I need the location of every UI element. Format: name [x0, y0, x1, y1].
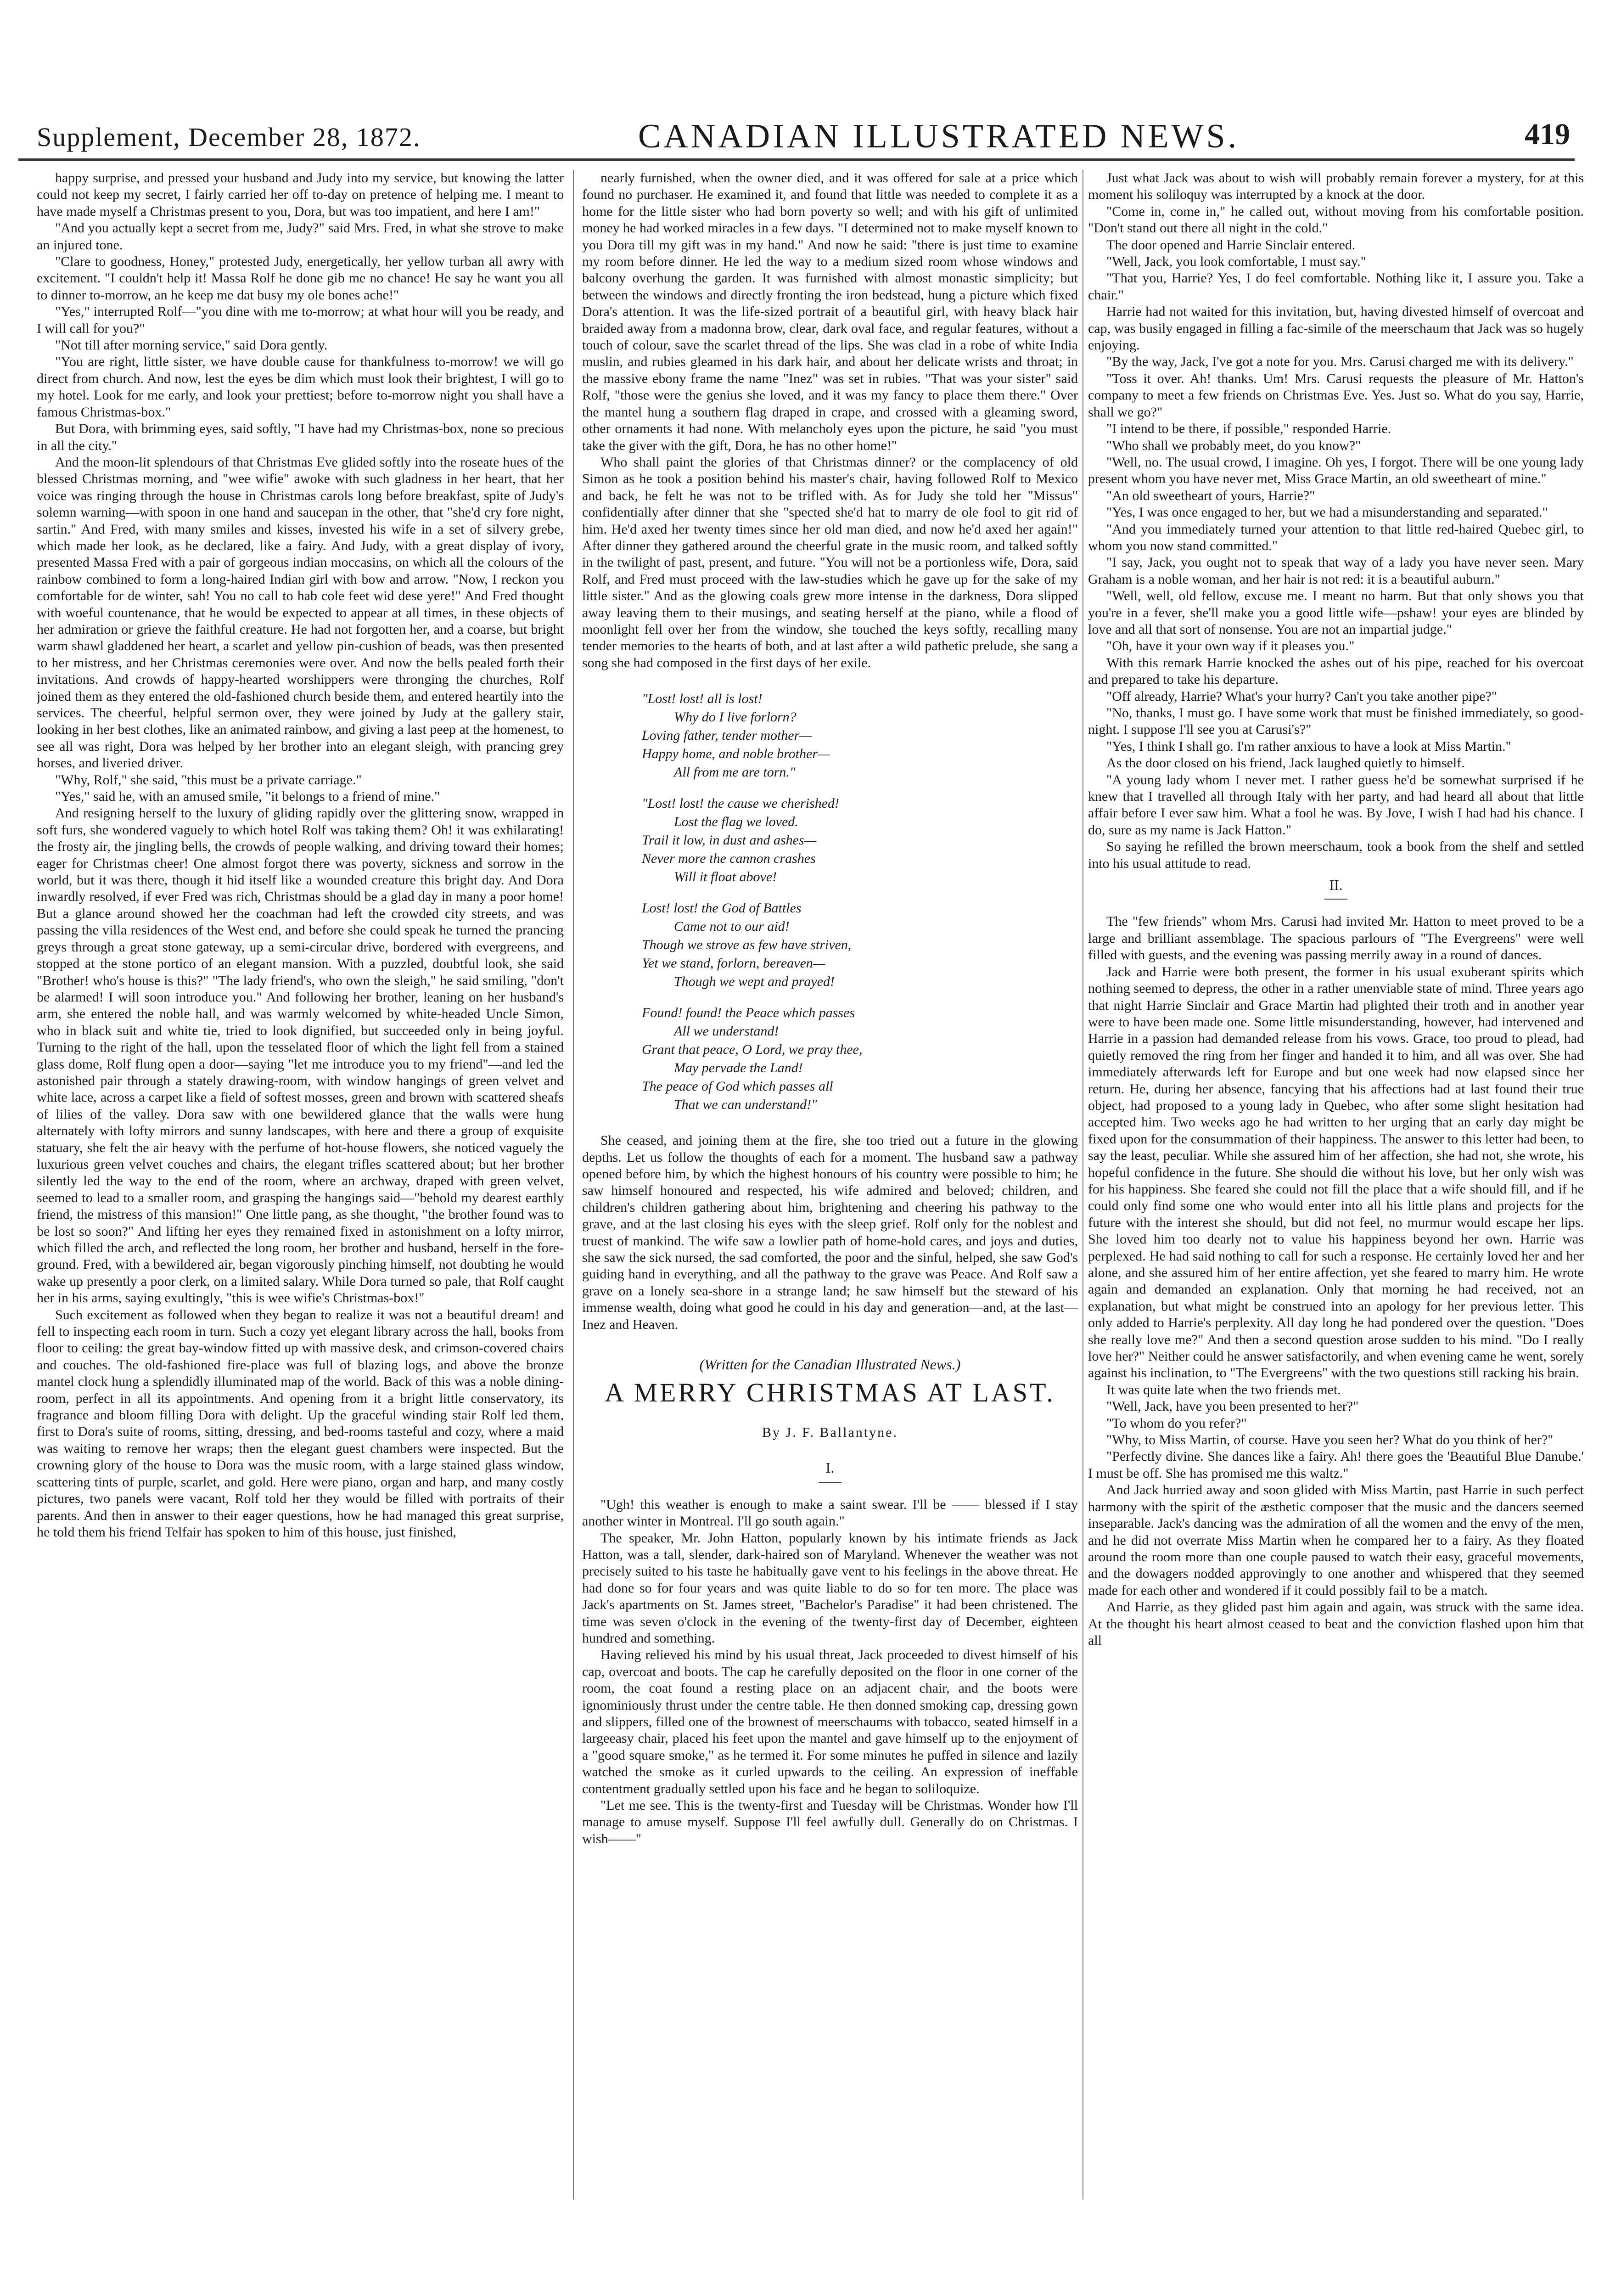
paragraph: "Toss it over. Ah! thanks. Um! Mrs. Carusi requests the pleasure of Mr. Hatton's company to meet a few friends on Christmas Eve. Yes. Just so. What do you say, Harrie, shall we go?"	[1088, 371, 1584, 420]
poem-line: Never more the cannon crashes	[642, 851, 816, 867]
paragraph: Just what Jack was about to wish will probably remain forever a mystery, for at this moment his soliloquy was interrupted by a knock at the door.	[1088, 170, 1584, 203]
paragraph: "Clare to goodness, Honey," protested Judy, energetically, her yellow turban all awry with excitement. "I couldn't help it! Massa Rolf he done gib me no chance! He say he want you all to dinner to-morrow, an he keep me dat busy my ole bones ache!"	[37, 254, 564, 303]
poem-line: "Lost! lost! all is lost!	[642, 691, 763, 707]
poem-line: All from me are torn."	[674, 765, 796, 780]
paragraph: "You are right, little sister, we have double cause for thankfulness to-morrow! we will go direct from church. And now, lest the eyes be dim which must look their brightest, I will go to my hotel. Look for me early, and look your prettiest; before to-morrow night you shall have a famous Christmas-box."	[37, 354, 564, 420]
column-2	[582, 170, 1078, 2200]
header-date: Supplement, December 28, 1872.	[37, 122, 421, 152]
paragraph: "Why, Rolf," she said, "this must be a private carriage."	[55, 772, 362, 788]
paragraph: So saying he refilled the brown meerschaum, took a book from the shelf and settled into his usual attitude to read.	[1088, 839, 1584, 871]
poem-line: Trail it low, in dust and ashes—	[642, 833, 817, 848]
section-heading: II.	[1329, 877, 1343, 894]
paragraph: As the door closed on his friend, Jack laughed quietly to himself.	[1106, 755, 1465, 771]
page-header	[37, 117, 1570, 158]
poem-line: Found! found! the Peace which passes	[642, 1005, 855, 1021]
paragraph: "And you actually kept a secret from me, Judy?" said Mrs. Fred, in what she strove to make an injured tone.	[37, 220, 564, 253]
paragraph: Such excitement as followed when they began to realize it was not a beautiful dream! and fell to inspecting each room in turn. Such a cozy yet elegant library across the hall, books from floor to ceiling: the great bay-window fitted up with massive desk, and crimson-covered chairs and couches. The old-fashioned fire-place was full of blazing logs, and above the bronze mantel clock hung a splendidly illuminated map of the world. Back of this was a noble dining-room, perfect in all its appointments. And opening from it a bright little conservatory, its fragrance and bloom filling Dora with delight. Up the graceful winding stair Rolf led them, first to Dora's suite of rooms, sitting, dressing, and bed-rooms tasteful and cozy, where a maid was waiting to remove her wraps; then the elegant guest chambers were inspected. But the crowning glory of the house to Dora was the music room, with a large stained glass window, scattering tints of purple, scarlet, and gold. Here were piano, organ and harp, and many costly pictures, two panels were vacant, Rolf told her they would be filled with portraits of their parents. And then in answer to their eager questions, how he had managed this great surprise, he told them his friend Telfair has spoken to him of this house, just finished,	[37, 1307, 564, 1540]
paragraph: "Yes," said he, with an amused smile, "it belongs to a friend of mine."	[55, 789, 440, 805]
paragraph: It was quite late when the two friends met.	[1106, 1382, 1341, 1397]
paragraph: And Jack hurried away and soon glided with Miss Martin, past Harrie in such perfect harmony with the spirit of the æsthetic composer that the music and the dancers seemed inseparable. Jack's dancing was the admiration of all the women and the envy of the men, and he did not overrate Miss Martin when he compared her to a fairy. As they floated around the room more than one couple paused to watch their easy, graceful movements, and the dowagers nodded approvingly to one another and whispered that they seemed made for each other and wondered if it could possibly fail to be a match.	[1088, 1482, 1584, 1598]
poem-line: Will it float above!	[674, 869, 777, 885]
header-rule	[18, 158, 1575, 161]
paragraph: "I say, Jack, you ought not to speak that way of a lady you have never seen. Mary Graham is a noble woman, and her hair is not red: it is a beautiful auburn."	[1088, 555, 1584, 587]
paragraph: "An old sweetheart of yours, Harrie?"	[1106, 488, 1315, 503]
paragraph: "By the way, Jack, I've got a note for you. Mrs. Carusi charged me with its delivery."	[1106, 354, 1574, 370]
paragraph: Who shall paint the glories of that Christmas dinner? or the complacency of old Simon as he took a position behind his master's chair, having followed Rolf to Mexico and back, he felt he was not to be trifled with. As for Judy she told her "Missus" confidentially after dinner that she "spected she'd hat to marry de ole fool to git rid of him. He'd axed her twenty times since her old man died, and now he'd axed her again!" After dinner they gathered around the cheerful grate in the music room, and talked softly in the twilight of past, present, and future. "You will not be a portionless wife, Dora, said Rolf, and Fred must proceed with the law-studies which he gave up for the sake of my little sister." And as the glowing coals grew more intense in the darkness, Dora slipped away leaving them to their musings, and seating herself at the piano, while a flood of moonlight fell over her from the window, she touched the keys softly, recalling many tender memories to the hearts of both, and at last after a wild pathetic prelude, she sang a song she had composed in the first days of her exile.	[582, 454, 1078, 670]
paragraph: With this remark Harrie knocked the ashes out of his pipe, reached for his overcoat and prepared to take his departure.	[1088, 655, 1584, 687]
poem-line: Lost! lost! the God of Battles	[642, 900, 802, 916]
poem-line: Loving father, tender mother—	[642, 728, 812, 743]
paragraph: "That you, Harrie? Yes, I do feel comfortable. Nothing like it, I assure you. Take a chair."	[1088, 270, 1584, 303]
poem-stanza	[642, 690, 1078, 782]
paragraph: "I intend to be there, if possible," responded Harrie.	[1106, 421, 1391, 437]
paragraph: But Dora, with brimming eyes, said softly, "I have had my Christmas-box, none so precious in all the city."	[37, 421, 564, 453]
poem-stanza	[642, 794, 1078, 886]
paragraph: "Who shall we probably meet, do you know?"	[1106, 438, 1361, 453]
paragraph: "No, thanks, I must go. I have some work that must be finished immediately, so good-night. I suppose I'll see you at Carusi's?"	[1088, 705, 1584, 737]
paragraph: "Well, no. The usual crowd, I imagine. Oh yes, I forgot. There will be one young lady present whom you have never met, Miss Grace Martin, an old sweetheart of mine."	[1088, 454, 1584, 487]
poem-line: The peace of God which passes all	[642, 1079, 833, 1094]
poem-line: "Lost! lost! the cause we cherished!	[642, 796, 840, 811]
masthead-title: CANADIAN ILLUSTRATED NEWS.	[638, 118, 1240, 155]
paragraph: "Yes," interrupted Rolf—"you dine with me to-morrow; at what hour will you be ready, and I will call for you?"	[37, 304, 564, 336]
paragraph: "Yes, I think I shall go. I'm rather anxious to have a look at Miss Martin."	[1106, 738, 1511, 754]
poem-line: Why do I live forlorn?	[674, 709, 797, 725]
story-source-note: (Written for the Canadian Illustrated News.)	[699, 1356, 961, 1373]
paragraph: "Why, to Miss Martin, of course. Have you seen her? What do you think of her?"	[1106, 1432, 1554, 1448]
story-title: A MERRY CHRISTMAS AT LAST.	[605, 1378, 1055, 1408]
section-heading: I.	[825, 1459, 835, 1476]
paragraph: The door opened and Harrie Sinclair entered.	[1106, 237, 1356, 253]
poem-line: Yet we stand, forlorn, bereaven—	[642, 956, 825, 971]
poem-line: Though we strove as few have striven,	[642, 937, 852, 953]
paragraph: "Let me see. This is the twenty-first and Tuesday will be Christmas. Wonder how I'll manage to amuse myself. Suppose I'll feel awfully dull. Generally do on Christmas. I wish——"	[582, 1798, 1078, 1846]
poem-line: Grant that peace, O Lord, we pray thee,	[642, 1042, 863, 1058]
page-number: 419	[1525, 118, 1570, 151]
paragraph: "A young lady whom I never met. I rather guess he'd be somewhat surprised if he knew that I travelled all through Italy with her party, and had heard all about that little affair before I ever saw him. What a fool he was. By Jove, I wish I had had his chance. I do, sure as my name is Jack Hatton."	[1088, 772, 1584, 838]
paragraph: "Ugh! this weather is enough to make a saint swear. I'll be —— blessed if I stay another winter in Montreal. I'll go south again."	[582, 1497, 1078, 1529]
poem-line: Lost the flag we loved.	[674, 814, 798, 830]
column-1	[37, 170, 564, 2200]
poem-stanza	[642, 1004, 1078, 1114]
paragraph: "Not till after morning service," said Dora gently.	[55, 338, 328, 353]
paragraph: "Yes, I was once engaged to her, but we had a misunderstanding and separated."	[1106, 505, 1548, 520]
paragraph: Harrie had not waited for this invitation, but, having divested himself of overcoat and cap, was busily engaged in filling a fac-simile of the meerschaum that Jack was so hugely enjoying.	[1088, 304, 1584, 353]
paragraph: And Harrie, as they glided past him again and again, was struck with the same idea. At the thought his heart almost ceased to beat and the conviction flashed upon him that all	[1088, 1599, 1584, 1648]
column-3	[1088, 170, 1584, 2200]
paragraph: happy surprise, and pressed your husband and Judy into my service, but knowing the latter could not keep my secret, I fairly carried her off to-day on pretence of helping me. I meant to have made myself a Christmas present to you, Dora, but was too impatient, and here I am!"	[37, 170, 564, 219]
paragraph: And resigning herself to the luxury of gliding rapidly over the glittering snow, wrapped in soft furs, she wondered vaguely to which hotel Rolf was taking them? Oh! it was exhilarating! the frosty air, the jingling bells, the crowds of people walking, and driving toward their homes; eager for Christmas cheer! One almost forgot there was poverty, sickness and sorrow in the world, but it was there, though it hid itself like a wounded creature this bright day. And Dora inwardly resolved, if ever Fred was rich, Christmas should be a glad day in many a poor home! But a glance around showed her the coachman had left the crowded city streets, and was passing the villa residences of the West end, and before she could speak he turned the prancing greys through a great stone gateway, up a semi-circular drive, bordered with evergreens, and stopped at the stone portico of an elegant mansion. With a puzzled, doubtful look, she said "Brother! who's house is this?" "The lady friend's, who own the sleigh," he said smiling, "don't be alarmed! I will soon introduce you." And following her brother, leaning on her husband's arm, she entered the noble hall, and was warmly welcomed by white-headed Uncle Simon, who in black suit and white tie, tried to look dignified, but succeeded only in being joyful. Turning to the right of the hall, upon the tesselated floor of which the light fell from a stained glass dome, Rolf flung open a door—saying "let me introduce you to my friend"—and led the astonished pair through a stately drawing-room, with window hangings of green velvet and white lace, across a carpet like a field of softest mosses, green and brown with scattered sheafs of lilies of the valley. Dora saw with one bewildered glance that the walls were hung alternately with lofty mirrors and sunny landscapes, with here and there a group of exquisite statuary, she felt the air heavy with the perfume of hot-house flowers, she noticed vaguely the luxurious green velvet couches and chairs, the elegant trifles scattered about; but her brother silently led the way to the end of the room, where an archway, draped with green velvet, seemed to lead to a smaller room, and grasping the hangings said—"behold my dearest earthly friend, the mistress of this mansion!" One little pang, as she thought, "the brother found was to be lost so soon?" And lifting her eyes they remained fixed in astonishment on a lofty mirror, which filled the arch, and reflected the long room, her brother and husband, herself in the fore-ground. Fred, with a bewildered air, began vigorously pinching himself, not doubting he would wake up presently a poor clerk, on a limited salary. While Dora turned so pale, that Rolf caught her in his arms, saying exultingly, "this is wee wifie's Christmas-box!"	[37, 805, 564, 1306]
paragraph: "Well, Jack, have you been presented to her?"	[1106, 1399, 1359, 1414]
paragraph: nearly furnished, when the owner died, and it was offered for sale at a price which found no purchaser. He examined it, and found that little was needed to complete it as a home for the little sister who had born poverty so well; and with his gift of unlimited money he had worked miracles in a few days. "I determined not to make myself known to you Dora till my gift was in my hand." And now he said: "there is just time to examine my room before dinner. He led the way to a medium sized room whose windows and balcony overhung the garden. It was furnished with almost monastic simplicity; but between the windows and directly fronting the iron bedstead, hung a picture which fixed Dora's attention. It was the life-sized portrait of a beautiful girl, with heavy black hair braided away from a madonna brow, clear, dark oval face, and regular features, without a touch of colour, save the scarlet thread of the lips. She was clad in a robe of white India muslin, and rubies gleamed in his dark hair, and about her delicate wrists and throat; in the massive ebony frame the name "Inez" was set in rubies. "That was your sister" said Rolf, "those were the genius she loved, and it was my fancy to place them there." Over the mantel hung a southern flag draped in crape, and crossed with a gleaming sword, other ornaments it had none. With melancholy eyes upon the picture, he said "you must take the giver with the gift, Dora, he has no other home!"	[582, 170, 1078, 453]
paragraph: "Oh, have it your own way if it pleases you."	[1106, 638, 1355, 654]
paragraph: Having relieved his mind by his usual threat, Jack proceeded to divest himself of his cap, overcoat and boots. The cap he carefully deposited on the floor in one corner of the room, the coat found a resting place on an adjacent chair, and the boots were ignominiously thrust under the centre table. He then donned smoking cap, dressing gown and slippers, filled one of the brownest of meerschaums with tobacco, seated himself in a largeeasy chair, placed his feet upon the mantel and gave himself up to the enjoyment of a "good square smoke," as he termed it. For some minutes he puffed in silence and lazily watched the smoke as it curled upwards to the ceiling. An expression of ineffable contentment gradually settled upon his face and he began to soliloquize.	[582, 1647, 1078, 1796]
paragraph: "Come in, come in," he called out, without moving from his comfortable position. "Don't stand out there all night in the cold."	[1088, 203, 1584, 236]
section-rule	[1324, 899, 1347, 900]
paragraph: "Off already, Harrie? What's your hurry? Can't you take another pipe?"	[1106, 688, 1498, 704]
section-rule	[819, 1482, 841, 1483]
poem-line: All we understand!	[674, 1024, 779, 1039]
story-byline: By J. F. Ballantyne.	[762, 1424, 898, 1440]
poem	[642, 690, 1078, 1114]
paragraph: "Perfectly divine. She dances like a fairy. Ah! there goes the 'Beautiful Blue Danube.' I must be off. She has promised me this waltz."	[1088, 1449, 1584, 1481]
poem-line: Though we wept and prayed!	[674, 974, 835, 990]
paragraph: "Well, Jack, you look comfortable, I must say."	[1106, 254, 1366, 270]
paragraph: "To whom do you refer?"	[1106, 1415, 1247, 1431]
poem-line: Happy home, and noble brother—	[642, 746, 830, 762]
column-divider	[573, 170, 574, 2200]
poem-line: Came not to our aid!	[674, 919, 790, 934]
paragraph: The "few friends" whom Mrs. Carusi had invited Mr. Hatton to meet proved to be a large and brilliant assemblage. The spacious parlours of "The Evergreens" were well filled with guests, and the evening was passing merrily away in a round of dances.	[1088, 914, 1584, 963]
paragraph: She ceased, and joining them at the fire, she too tried out a future in the glowing depths. Let us follow the thoughts of each for a moment. The husband saw a pathway opened before him, by which the highest honours of his country were possible to him; he saw himself honoured and respected, his wife admired and beloved; children, and children's children gathering about him, brightening and cheering his pathway to the grave, and at the last closing his eyes with the sleep grief. Rolf only for the noblest and truest of mankind. The wife saw a lowlier path of home-hold cares, and joys and duties, she saw the sick nursed, the sad comforted, the poor and the sinful, helped, she saw God's guiding hand in everything, and all the pathway to the grave was Peace. And Rolf saw a grave on a lonely sea-shore in a strange land; he saw himself but the steward of his immense wealth, doing what good he could in his day and generation—and, at the last—Inez and Heaven.	[582, 1133, 1078, 1332]
poem-line: May pervade the Land!	[674, 1060, 803, 1076]
paragraph: Jack and Harrie were both present, the former in his usual exuberant spirits which nothing seemed to depress, the other in a rather unenviable state of mind. Three years ago that night Harrie Sinclair and Grace Martin had plighted their troth and in another year were to have been made one. Some little misunderstanding, however, had intervened and Harrie in a passion had demanded release from his vows. Grace, too proud to plead, had quietly removed the ring from her finger and handed it to him, and all was over. She had immediately afterwards left for Europe and but one week had now elapsed since her return. He, during her absence, fancying that his affections had at last found their true object, had proposed to a young lady in Quebec, who after some slight hesitation had accepted him. Two weeks ago he had written to her urging that an early day might be fixed upon for the consummation of their happiness. The answer to this letter had been, to say the least, peculiar. While she assured him of her affection, she had not, she wrote, his hopeful confidence in the future. She should die without his love, but her only wish was for his happiness. She feared she could not fill the place that a wife should fill, and if he could only find some one who would enter into all his little plans and projects for the future with the interest she should, but did not feel, no murmur would escape her lips. She loved him too dearly not to value his happiness beyond her own. Harrie was perplexed. He had said nothing to call for such a response. He certainly loved her and her alone, and she assured him of her entire affection, yet she feared to marry him. He wrote again and demanded an explanation. Only that morning he had received, not an explanation, but what might be construed into an apology for her previous letter. This only added to Harrie's perplexity. All day long he had pondered over the question. "Does she really love me?" And then a second question arose sudden to his mind. "Do I really love her?" Neither could he answer satisfactorily, and when evening came he went, sorely against his inclination, to "The Evergreens" with the two questions still racking his brain.	[1088, 964, 1584, 1381]
poem-line: That we can understand!"	[674, 1097, 817, 1113]
paragraph: The speaker, Mr. John Hatton, popularly known by his intimate friends as Jack Hatton, was a tall, slender, dark-haired son of Maryland. Whenever the weather was not precisely suited to his taste he habitually gave vent to his feelings in the above threat. He had done so for four years and was quite liable to do so for ten more. The place was Jack's apartments on St. James street, "Bachelor's Paradise" it had been christened. The time was seven o'clock in the evening of the twenty-first day of December, eighteen hundred and something.	[582, 1530, 1078, 1646]
paragraph: "And you immediately turned your attention to that little red-haired Quebec girl, to whom you now stand committed."	[1088, 521, 1584, 553]
paragraph: And the moon-lit splendours of that Christmas Eve glided softly into the roseate hues of the blessed Christmas morning, and "wee wifie" awoke with such gladness in her heart, that her voice was ringing through the house in Christmas carols long before breakfast, spite of Judy's solemn warning—with spoon in one hand and saucepan in the other, that "she'd cry fore night, sartin." And Fred, with many smiles and kisses, invested his wife in a set of silvery grebe, which made her look, as he declared, like a fairy. And Judy, with a great display of ivory, presented Massa Fred with a pair of gorgeous indian moccasins, on which all the colours of the rainbow combined to form a long-haired Indian girl with bow and arrow. "Now, I reckon you comfortable for de winter, sah! You no call to hab cole feet wid dese yere!" And Fred thought with woeful countenance, that he would be expected to appear at all times, in these objects of her admiration or grieve the faithful creature. He had not forgotten her, and a coarse, but bright warm shawl gladdened her heart, a scarlet and yellow pin-cushion of beads, was then presented to her mistress, and her Christmas ceremonies were over. And now the bells pealed forth their invitations. And crowds of happy-hearted worshippers were thronging the churches, Rolf joined them as they entered the old-fashioned church beside them, and entered heartily into the services. The cheerful, helpful sermon over, they were joined by Judy at the gallery stair, looking in her best clothes, like an animated rainbow, and giving a last peep at the homenest, to see all was right, Dora was helped by her brother into an elegant sleigh, with prancing grey horses, and liveried driver.	[37, 454, 564, 771]
paragraph: "Well, well, old fellow, excuse me. I meant no harm. But that only shows you that you're in a fever, she'll make you a good little wife—pshaw! your eyes are blinded by love and all that sort of nonsense. You are not an impartial judge."	[1088, 588, 1584, 637]
poem-stanza	[642, 899, 1078, 991]
